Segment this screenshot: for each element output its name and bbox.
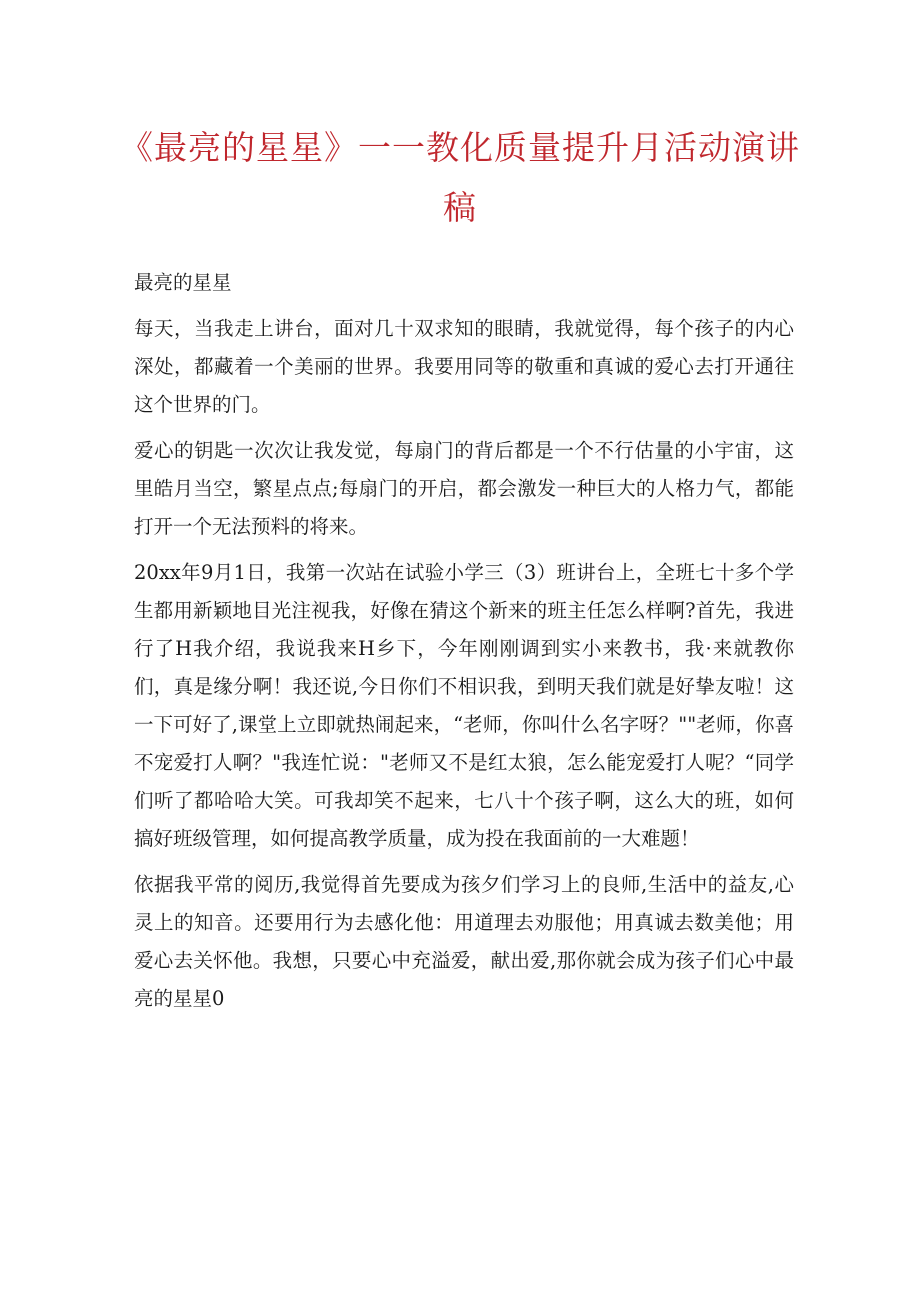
paragraph-4: 依据我平常的阅历,我觉得首先要成为孩夕们学习上的良师,生活中的益友,心灵上的知音。还要用行为去感化他：用道理去劝服他；用真诚去数美他；用爱心去关怀他。我想，只要心中充溢爱，献出爱,那你就会成为孩子们心中最亮的星星0 bbox=[134, 873, 794, 1010]
document-title: 《最亮的星星》一一教化质量提升月活动演讲稿 bbox=[120, 128, 800, 227]
document-body bbox=[134, 264, 794, 1026]
paragraph-2: 爱心的钥匙一次次让我发觉，每扇门的背后都是一个不行估量的小宇宙，这里皓月当空，繁星点点;每扇门的开启，都会激发一种巨大的人格力气，都能打开一个无法预料的将来。 bbox=[134, 439, 794, 538]
paragraph-1: 每天，当我走上讲台，面对几十双求知的眼睛，我就觉得，每个孩子的内心深处，都藏着一个美丽的世界。我要用同等的敬重和真诚的爱心去打开通往这个世界的门。 bbox=[134, 317, 794, 416]
section-heading: 最亮的星星 bbox=[134, 271, 232, 294]
paragraph-3: 20xx年9月1日，我第一次站在试验小学三（3）班讲台上，全班七十多个学生都用新颖地目光注视我，好像在猜这个新来的班主任怎么样啊?首先，我进行了H我介绍，我说我来H乡下，今年刚刚调到实小来教书，我·来就教你们，真是缘分啊！我还说,今日你们不相识我，到明天我们就是好挚友啦！这一下可好了,课堂上立即就热闹起来，“老师，你叫什么名字呀？""老师，你喜不宠爱打人啊？"我连忙说："老师又不是红太狼，怎么能宠爱打人呢？“同学们听了都哈哈大笑。可我却笑不起来，七八十个孩子啊，这么大的班，如何搞好班级管理，如何提高教学质量，成为投在我面前的一大难题！ bbox=[134, 561, 794, 850]
